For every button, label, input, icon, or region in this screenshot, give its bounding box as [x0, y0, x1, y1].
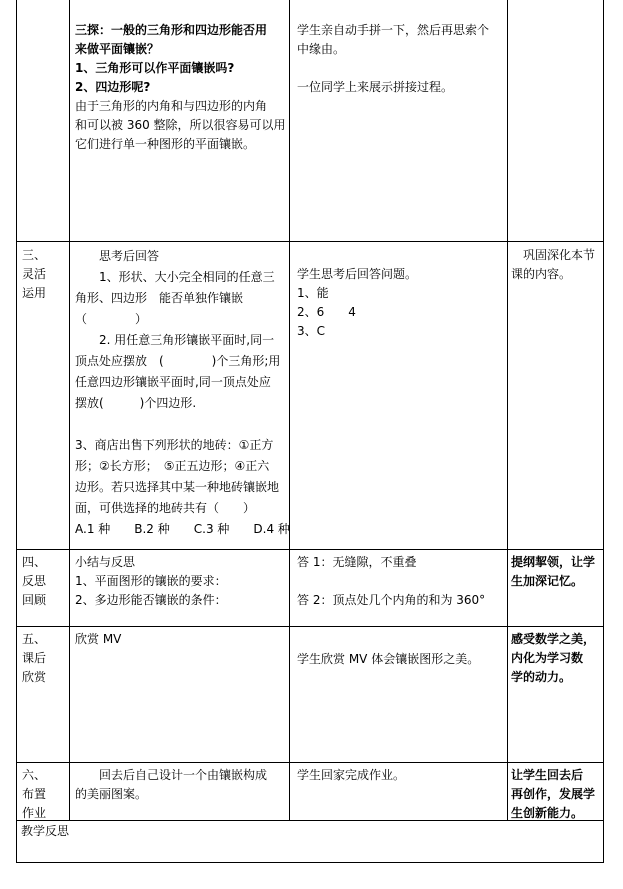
- row-divider-4: [16, 762, 604, 763]
- teaching-reflection-label: 教学反思: [21, 824, 70, 838]
- appreciation-student-text: 学生欣赏 MV 体会镶嵌图形之美。: [297, 652, 480, 666]
- purpose-line2: 生加深记忆。: [511, 574, 584, 588]
- answer-1: 1、能: [297, 286, 329, 300]
- stage-number: 五、: [22, 632, 47, 646]
- purpose-line1: 巩固深化本节: [511, 248, 596, 262]
- answer-spacer: [297, 246, 417, 265]
- table-border-right: [603, 0, 604, 863]
- exercise-2-line3: 任意四边形镶嵌平面时,同一顶点处应: [75, 375, 271, 389]
- stage-name-1: 课后: [22, 651, 47, 665]
- homework-line1: 回去后自己设计一个由镶嵌构成: [75, 768, 268, 782]
- answer-2: 2、6 4: [297, 305, 356, 319]
- row5-stage-label: [22, 766, 46, 823]
- summary-answer-spacer: [297, 572, 485, 591]
- student-activity-line3: 一位同学上来展示拼接过程。: [297, 80, 454, 94]
- purpose-line3: 学的动力。: [511, 670, 572, 684]
- row3-stage-label: [22, 553, 46, 610]
- inquiry-question-line2: 来做平面镶嵌？: [75, 42, 160, 56]
- stage-name-2: 欣赏: [22, 670, 47, 684]
- exercise-2-line1: 2. 用任意三角形镶嵌平面时,同一: [75, 333, 275, 347]
- stage-name-2: 运用: [22, 286, 47, 300]
- student-activity-line1: 学生亲自动手拼一下，然后再思索个: [297, 23, 490, 37]
- appreciation-spacer-1: [297, 630, 479, 649]
- row2-purpose-cell: [511, 246, 595, 284]
- purpose-line1: 感受数学之美，: [511, 632, 596, 646]
- row2-content-cell: [75, 246, 290, 540]
- summary-title: 小结与反思: [75, 555, 136, 569]
- row-divider-2: [16, 549, 604, 550]
- purpose-line1: 提纲挈领，让学: [511, 555, 596, 569]
- student-activity-line2: 中缘由。: [297, 42, 346, 56]
- stage-name-2: 回顾: [22, 593, 47, 607]
- exercise-1-line2: 角形、四边形 能否单独作镶嵌: [75, 291, 244, 305]
- row4-content-cell: [75, 630, 121, 649]
- exercise-3-line3: 边形。若只选择其中某一种地砖镶嵌地: [75, 480, 280, 494]
- row3-content-cell: [75, 553, 227, 610]
- row-divider-3: [16, 626, 604, 627]
- answer-intro: 学生思考后回答问题。: [297, 267, 418, 281]
- row5-student-activity-cell: [297, 766, 405, 785]
- row3-purpose-cell: [511, 553, 595, 591]
- exercise-3-line2: 形；②长方形； ⑤正五边形；④正六: [75, 459, 270, 473]
- stage-number: 四、: [22, 555, 47, 569]
- row2-stage-label: [22, 246, 46, 303]
- exercise-2-line4: 摆放( )个四边形.: [75, 396, 197, 410]
- exercise-3-options: A.1 种 B.2 种 C.3 种 D.4 种: [75, 522, 290, 536]
- row5-purpose-cell: [511, 766, 595, 823]
- row4-student-activity-cell: [297, 630, 479, 669]
- summary-point-2: 2、多边形能否镶嵌的条件：: [75, 593, 227, 607]
- stage-name-1: 布置: [22, 787, 47, 801]
- row-divider-1: [16, 241, 604, 242]
- inquiry-question-triangle: 1、三角形可以作平面镶嵌吗?: [75, 61, 235, 75]
- stage-name-2: 作业: [22, 806, 47, 820]
- exercise-3-line1: 3、商店出售下列形状的地砖：①正方: [75, 438, 274, 452]
- appreciation-activity: 欣赏 MV: [75, 632, 122, 646]
- student-activity-blank: [297, 59, 489, 78]
- row5-content-cell: [75, 766, 267, 804]
- purpose-line1: 让学生回去后: [511, 768, 584, 782]
- summary-answer-2: 答 2：顶点处几个内角的和为 360°: [297, 593, 486, 607]
- exercise-3-line4: 面，可供选择的地砖共有（ ）: [75, 501, 256, 515]
- homework-line2: 的美丽图案。: [75, 787, 148, 801]
- purpose-line2: 内化为学习数: [511, 651, 584, 665]
- inquiry-question-line1: 三探：一般的三角形和四边形能否用: [75, 23, 268, 37]
- exercise-1-blank: （ ）: [75, 312, 148, 326]
- purpose-line2: 课的内容。: [511, 267, 572, 281]
- inquiry-explanation-line3: 它们进行单一种图形的平面镶嵌。: [75, 137, 256, 151]
- table-border-bottom: [16, 862, 604, 863]
- stage-name-1: 灵活: [22, 267, 47, 281]
- summary-answer-1: 答 1：无缝隙，不重叠: [297, 555, 417, 569]
- row3-student-activity-cell: [297, 553, 485, 610]
- summary-point-1: 1、平面图形的镶嵌的要求：: [75, 574, 227, 588]
- homework-student-text: 学生回家完成作业。: [297, 768, 406, 782]
- inquiry-explanation-line1: 由于三角形的内角和与四边形的内角: [75, 99, 268, 113]
- stage-number: 三、: [22, 248, 47, 262]
- exercise-1-line1: 1、形状、大小完全相同的任意三: [75, 270, 275, 284]
- purpose-line2: 再创作，发展学: [511, 787, 596, 801]
- row4-purpose-cell: [511, 630, 595, 687]
- row1-content-cell: [75, 21, 286, 154]
- inquiry-question-quadrilateral: 2、四边形呢?: [75, 80, 151, 94]
- answer-3: 3、C: [297, 324, 326, 338]
- table-border-left: [16, 0, 17, 863]
- exercise-spacer: [75, 414, 290, 435]
- inquiry-explanation-line2: 和可以被 360 整除，所以很容易可以用: [75, 118, 286, 132]
- exercise-intro: 思考后回答: [75, 249, 160, 263]
- column-divider-3: [507, 0, 508, 820]
- row4-stage-label: [22, 630, 46, 687]
- row2-student-activity-cell: [297, 246, 417, 341]
- stage-number: 六、: [22, 768, 47, 782]
- column-divider-1: [69, 0, 70, 820]
- purpose-line3: 生创新能力。: [511, 806, 584, 820]
- stage-name-1: 反思: [22, 574, 47, 588]
- exercise-2-line2: 顶点处应摆放 ( )个三角形;用: [75, 354, 281, 368]
- row1-student-activity-cell: [297, 21, 489, 97]
